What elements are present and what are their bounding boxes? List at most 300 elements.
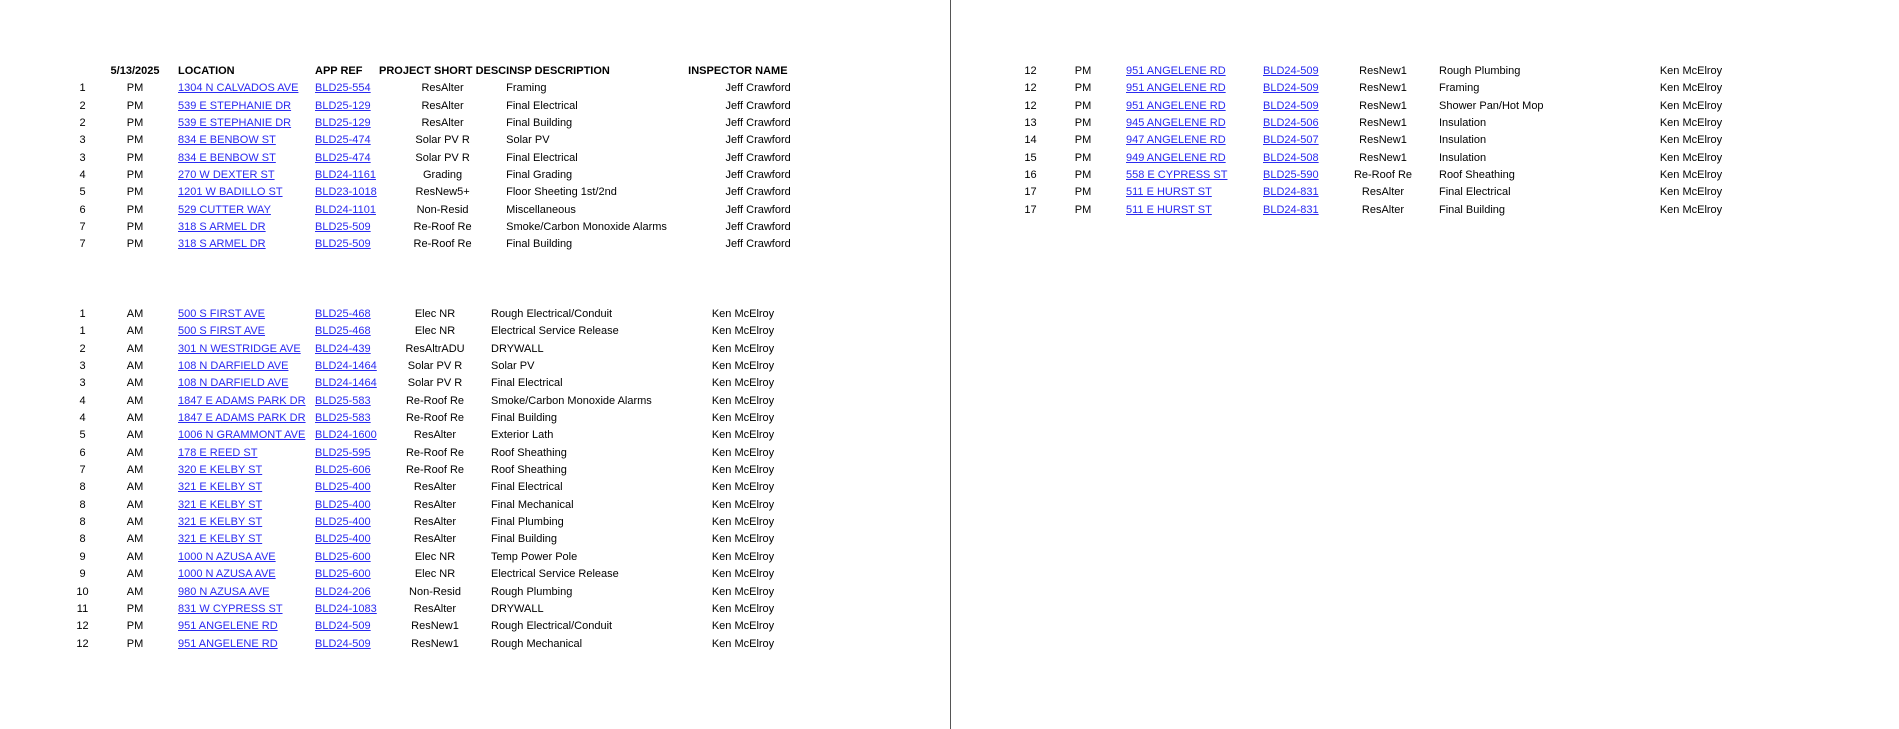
insp-description: DRYWALL (491, 602, 544, 615)
table-row (73, 98, 828, 115)
inspector-name: Ken McElroy (711, 342, 775, 355)
project-desc: ResAlter (421, 99, 464, 112)
table-row (73, 479, 813, 496)
row-number: 13 (1024, 117, 1037, 130)
location-link[interactable]: 558 E CYPRESS ST (1126, 169, 1228, 182)
time-slot: AM (126, 481, 144, 494)
insp-description: Final Electrical (506, 151, 578, 164)
app-ref-link[interactable]: BLD24-509 (1263, 65, 1319, 77)
right-rows (1021, 63, 1761, 219)
insp-description: DRYWALL (491, 342, 544, 355)
location-link[interactable]: 511 E HURST ST (1126, 186, 1212, 199)
inspector-name: Ken McElroy (711, 429, 775, 442)
project-desc: Elec NR (414, 568, 456, 581)
app-ref-link[interactable]: BLD24-509 (1263, 82, 1319, 95)
row-number: 14 (1024, 134, 1037, 147)
insp-description: Rough Mechanical (491, 637, 583, 650)
insp-description: Miscellaneous (506, 203, 576, 216)
app-ref-link[interactable]: BLD25-400 (315, 533, 371, 546)
right-schedule-block (1021, 63, 1761, 219)
row-number: 7 (79, 221, 86, 234)
inspector-name: Ken McElroy (1659, 203, 1723, 216)
project-desc: ResAlter (413, 533, 457, 546)
row-number: 2 (79, 117, 86, 130)
insp-description: Rough Plumbing (1439, 65, 1521, 77)
location-link[interactable]: 951 ANGELENE RD (178, 620, 278, 633)
app-ref-link[interactable]: BLD25-468 (315, 308, 371, 320)
app-ref-link[interactable]: BLD25-583 (315, 412, 371, 425)
app-ref-link[interactable]: BLD24-507 (1263, 134, 1319, 147)
table-row (73, 445, 813, 462)
row-number: 5 (79, 429, 86, 442)
project-desc: Solar PV R (415, 151, 470, 164)
inspector-name: Ken McElroy (711, 308, 775, 320)
app-ref-link[interactable]: BLD24-509 (315, 620, 371, 633)
insp-description: Electrical Service Release (491, 325, 619, 338)
page-divider (950, 0, 951, 729)
inspector-name: Ken McElroy (1659, 65, 1723, 77)
row-number: 5 (79, 186, 86, 199)
app-ref-link[interactable]: BLD24-831 (1263, 186, 1319, 199)
time-slot: AM (126, 342, 144, 355)
location-link[interactable]: 178 E REED ST (178, 446, 258, 459)
row-number: 11 (76, 602, 89, 615)
inspector-name: Jeff Crawford (725, 134, 791, 147)
time-slot: PM (126, 238, 144, 251)
row-number: 12 (1024, 82, 1037, 95)
time-slot: PM (1074, 117, 1092, 130)
inspector-name: Ken McElroy (711, 498, 775, 511)
insp-description: Solar PV (506, 134, 550, 147)
table-row (73, 531, 813, 548)
table-row (73, 393, 813, 410)
inspector-name: Ken McElroy (711, 620, 775, 633)
row-number: 16 (1024, 169, 1037, 182)
table-row (73, 566, 813, 583)
time-slot: PM (126, 117, 144, 130)
location-link[interactable]: 834 E BENBOW ST (178, 134, 276, 147)
table-row (73, 219, 828, 236)
row-number: 8 (79, 498, 86, 511)
inspector-name: Ken McElroy (1659, 151, 1723, 164)
insp-description: Rough Plumbing (491, 585, 573, 598)
time-slot: PM (1074, 203, 1092, 216)
app-ref-link[interactable]: BLD24-831 (1263, 203, 1319, 216)
project-desc: Re-Roof Re (1353, 169, 1413, 182)
row-number: 12 (1024, 99, 1037, 112)
row-number: 15 (1024, 151, 1037, 164)
time-slot: PM (126, 134, 144, 147)
row-number: 1 (79, 82, 86, 95)
project-desc: ResNew1 (1359, 117, 1407, 130)
insp-description: Framing (1439, 82, 1480, 95)
location-link[interactable]: 321 E KELBY ST (178, 516, 263, 529)
time-slot: PM (1074, 99, 1092, 112)
app-ref-link[interactable]: BLD25-400 (315, 516, 371, 529)
insp-description: Final Building (491, 533, 558, 546)
table-row (73, 150, 828, 167)
insp-description: Insulation (1439, 151, 1487, 164)
project-desc: Solar PV R (407, 360, 463, 373)
time-slot: PM (126, 620, 144, 633)
table-row (1021, 80, 1761, 97)
time-slot: AM (126, 360, 144, 373)
jeff-schedule-table (73, 63, 828, 254)
location-link[interactable]: 1847 E ADAMS PARK DR (178, 412, 306, 425)
row-number: 4 (79, 412, 86, 425)
insp-description: Floor Sheeting 1st/2nd (506, 186, 617, 199)
table-row (73, 132, 828, 149)
time-slot: PM (126, 82, 144, 95)
table-row (73, 341, 813, 358)
app-ref-link[interactable]: BLD25-474 (315, 151, 371, 164)
inspector-name: Ken McElroy (711, 446, 775, 459)
app-ref-link[interactable]: BLD25-606 (315, 464, 371, 477)
location-link[interactable]: 108 N DARFIELD AVE (178, 377, 289, 390)
insp-description: Final Mechanical (491, 498, 574, 511)
table-row (73, 462, 813, 479)
project-desc: Re-Roof Re (405, 464, 465, 477)
app-ref-link[interactable]: BLD24-1101 (315, 203, 376, 216)
table-row (73, 306, 813, 323)
table-row (73, 410, 813, 427)
location-link[interactable]: 318 S ARMEL DR (178, 238, 266, 251)
time-slot: AM (126, 585, 144, 598)
inspector-name: Ken McElroy (711, 394, 775, 407)
row-number: 8 (79, 516, 86, 529)
app-ref-link[interactable]: BLD24-1600 (315, 429, 377, 442)
project-desc: ResAlter (413, 498, 457, 511)
project-desc: ResAlter (421, 82, 464, 95)
location-link[interactable]: 951 ANGELENE RD (178, 637, 278, 650)
time-slot: PM (126, 203, 144, 216)
app-ref-link[interactable]: BLD24-509 (315, 637, 371, 650)
app-ref-link[interactable]: BLD25-583 (315, 394, 371, 407)
row-number: 17 (1024, 186, 1037, 199)
app-ref-link[interactable]: BLD25-129 (315, 117, 371, 130)
inspector-name: Ken McElroy (711, 412, 775, 425)
insp-description: Final Plumbing (491, 516, 564, 529)
time-slot: AM (126, 516, 144, 529)
project-desc: Elec NR (414, 308, 456, 320)
jeff-schedule-block (73, 63, 828, 254)
insp-description: Roof Sheathing (491, 446, 567, 459)
header-row (73, 63, 828, 80)
inspector-name: Jeff Crawford (725, 82, 791, 95)
location-link[interactable]: 1304 N CALVADOS AVE (178, 82, 299, 95)
inspector-name: Ken McElroy (711, 464, 775, 477)
time-slot: AM (126, 394, 144, 407)
row-number: 3 (79, 151, 86, 164)
location-link[interactable]: 1000 N AZUSA AVE (178, 550, 276, 563)
app-ref-link[interactable]: BLD24-1464 (315, 377, 377, 390)
time-slot: PM (126, 151, 144, 164)
inspector-name: Jeff Crawford (725, 221, 791, 234)
app-ref-link[interactable]: BLD25-554 (315, 82, 371, 95)
insp-description: Framing (506, 82, 547, 95)
row-number: 12 (76, 637, 89, 650)
table-row (73, 584, 813, 601)
time-slot: AM (126, 446, 144, 459)
table-row (1021, 98, 1761, 115)
project-desc: ResAlter (413, 429, 457, 442)
right-schedule-table (1021, 63, 1761, 219)
app-ref-link[interactable]: BLD25-590 (1263, 169, 1319, 182)
project-desc: Non-Resid (409, 585, 461, 598)
app-ref-link[interactable]: BLD24-506 (1263, 117, 1319, 130)
location-link[interactable]: 539 E STEPHANIE DR (178, 99, 292, 112)
table-row (73, 514, 813, 531)
project-desc: Re-Roof Re (405, 394, 465, 407)
table-row (73, 115, 828, 132)
project-desc: Grading (423, 169, 463, 182)
row-number: 3 (79, 134, 86, 147)
table-row (1021, 184, 1761, 201)
project-desc: ResNew1 (1359, 134, 1407, 147)
location-link[interactable]: 270 W DEXTER ST (178, 169, 275, 182)
row-number: 6 (79, 203, 86, 216)
insp-description: Final Electrical (491, 377, 563, 390)
time-slot: PM (126, 602, 144, 615)
project-desc: Re-Roof Re (405, 446, 465, 459)
table-row (1021, 132, 1761, 149)
app-ref-link[interactable]: BLD25-129 (315, 99, 371, 112)
row-number: 6 (79, 446, 86, 459)
time-slot: PM (126, 186, 144, 199)
time-slot: AM (126, 550, 144, 563)
table-row (73, 375, 813, 392)
table-row (73, 601, 813, 618)
app-ref-link[interactable]: BLD25-600 (315, 568, 371, 581)
project-desc: Elec NR (414, 550, 456, 563)
insp-description: Final Electrical (1439, 186, 1511, 199)
location-link[interactable]: 945 ANGELENE RD (1126, 117, 1226, 130)
time-slot: AM (126, 568, 144, 581)
table-row (73, 358, 813, 375)
inspector-name: Ken McElroy (711, 585, 775, 598)
inspector-name: Jeff Crawford (725, 99, 791, 112)
insp-description: Final Grading (506, 169, 573, 182)
location-link[interactable]: 1847 E ADAMS PARK DR (178, 394, 306, 407)
row-number: 2 (79, 99, 86, 112)
project-desc: ResAlter (413, 602, 457, 615)
table-row (73, 427, 813, 444)
location-link[interactable]: 320 E KELBY ST (178, 464, 263, 477)
table-row (73, 80, 828, 97)
table-row (1021, 202, 1761, 219)
header-inspector-name: INSPECTOR NAME (688, 65, 788, 77)
table-row (73, 202, 828, 219)
insp-description: Final Building (491, 412, 558, 425)
project-desc: Elec NR (414, 325, 456, 338)
row-number: 8 (79, 533, 86, 546)
location-link[interactable]: 321 E KELBY ST (178, 533, 263, 546)
insp-description: Final Building (506, 117, 573, 130)
row-number: 7 (79, 238, 86, 251)
inspector-name: Ken McElroy (711, 360, 775, 373)
location-link[interactable]: 949 ANGELENE RD (1126, 151, 1226, 164)
inspector-name: Ken McElroy (711, 377, 775, 390)
project-desc: ResAlter (421, 117, 464, 130)
inspector-name: Jeff Crawford (725, 169, 791, 182)
table-row (73, 236, 828, 253)
app-ref-link[interactable]: BLD24-1464 (315, 360, 377, 373)
row-number: 4 (79, 169, 86, 182)
location-link[interactable]: 500 S FIRST AVE (178, 308, 266, 320)
inspector-name: Jeff Crawford (725, 186, 791, 199)
app-ref-link[interactable]: BLD23-1018 (315, 186, 377, 199)
time-slot: PM (1074, 82, 1092, 95)
row-number: 9 (79, 550, 86, 563)
inspector-name: Ken McElroy (1659, 82, 1723, 95)
row-number: 2 (79, 342, 86, 355)
insp-description: Rough Electrical/Conduit (491, 620, 613, 633)
inspector-name: Ken McElroy (711, 637, 775, 650)
row-number: 10 (76, 585, 89, 598)
app-ref-link[interactable]: BLD25-509 (315, 221, 371, 234)
header-location: LOCATION (178, 65, 235, 77)
insp-description: Exterior Lath (491, 429, 554, 442)
table-row (1021, 115, 1761, 132)
app-ref-link[interactable]: BLD24-508 (1263, 151, 1319, 164)
project-desc: ResAltrADU (405, 342, 465, 355)
table-row (73, 549, 813, 566)
row-number: 3 (79, 377, 86, 390)
insp-description: Final Electrical (491, 481, 563, 494)
inspector-name: Ken McElroy (1659, 169, 1723, 182)
row-number: 12 (1024, 65, 1037, 77)
time-slot: AM (126, 325, 144, 338)
table-row (73, 618, 813, 635)
app-ref-link[interactable]: BLD25-468 (315, 325, 371, 338)
time-slot: PM (1074, 151, 1092, 164)
location-link[interactable]: 1000 N AZUSA AVE (178, 568, 276, 581)
app-ref-link[interactable]: BLD24-1083 (315, 602, 377, 615)
jeff-rows (73, 80, 828, 253)
app-ref-link[interactable]: BLD24-1161 (315, 169, 376, 182)
location-link[interactable]: 318 S ARMEL DR (178, 221, 266, 234)
time-slot: PM (1074, 65, 1092, 77)
table-row (73, 184, 828, 201)
time-slot: PM (126, 637, 144, 650)
location-link[interactable]: 980 N AZUSA AVE (178, 585, 270, 598)
insp-description: Rough Electrical/Conduit (491, 308, 613, 320)
location-link[interactable]: 1006 N GRAMMONT AVE (178, 429, 306, 442)
insp-description: Smoke/Carbon Monoxide Alarms (491, 394, 652, 407)
time-slot: PM (1074, 186, 1092, 199)
location-link[interactable]: 951 ANGELENE RD (1126, 65, 1226, 77)
ken-rows (73, 306, 813, 653)
location-link[interactable]: 831 W CYPRESS ST (178, 602, 283, 615)
insp-description: Smoke/Carbon Monoxide Alarms (506, 221, 667, 234)
inspector-name: Jeff Crawford (725, 203, 791, 216)
insp-description: Electrical Service Release (491, 568, 619, 581)
header-project-short-desc: PROJECT SHORT DESC (379, 65, 507, 77)
time-slot: PM (126, 221, 144, 234)
row-number: 12 (76, 620, 89, 633)
location-link[interactable]: 951 ANGELENE RD (1126, 82, 1226, 95)
project-desc: ResNew1 (1359, 82, 1407, 95)
project-desc: Non-Resid (416, 203, 469, 216)
location-link[interactable]: 321 E KELBY ST (178, 481, 263, 494)
project-desc: Re-Roof Re (405, 412, 465, 425)
insp-description: Roof Sheathing (491, 464, 567, 477)
location-link[interactable]: 321 E KELBY ST (178, 498, 263, 511)
location-link[interactable]: 301 N WESTRIDGE AVE (178, 342, 301, 355)
location-link[interactable]: 947 ANGELENE RD (1126, 134, 1226, 147)
location-link[interactable]: 834 E BENBOW ST (178, 151, 276, 164)
project-desc: ResNew1 (1359, 151, 1407, 164)
insp-description: Solar PV (491, 360, 535, 373)
project-desc: ResNew1 (411, 620, 459, 633)
project-desc: Solar PV R (407, 377, 463, 390)
project-desc: ResAlter (413, 481, 457, 494)
location-link[interactable]: 1201 W BADILLO ST (178, 186, 283, 199)
insp-description: Insulation (1439, 117, 1487, 130)
ken-schedule-table (73, 306, 813, 653)
time-slot: PM (1074, 169, 1092, 182)
row-number: 1 (79, 325, 86, 338)
location-link[interactable]: 511 E HURST ST (1126, 203, 1212, 216)
app-ref-link[interactable]: BLD24-206 (315, 585, 371, 598)
time-slot: PM (126, 169, 144, 182)
inspector-name: Ken McElroy (1659, 134, 1723, 147)
time-slot: AM (126, 533, 144, 546)
project-desc: ResAlter (413, 516, 457, 529)
row-number: 9 (79, 568, 86, 581)
location-link[interactable]: 539 E STEPHANIE DR (178, 117, 292, 130)
table-row (1021, 63, 1761, 80)
table-row (73, 323, 813, 340)
inspector-name: Ken McElroy (711, 516, 775, 529)
project-desc: ResNew1 (1359, 65, 1407, 77)
row-number: 17 (1024, 203, 1037, 216)
insp-description: Roof Sheathing (1439, 169, 1515, 182)
insp-description: Final Building (1439, 203, 1506, 216)
app-ref-link[interactable]: BLD25-400 (315, 498, 371, 511)
inspector-name: Ken McElroy (711, 533, 775, 546)
header-insp-description: INSP DESCRIPTION (506, 65, 610, 77)
location-link[interactable]: 951 ANGELENE RD (1126, 99, 1226, 112)
inspector-name: Ken McElroy (1659, 186, 1723, 199)
inspector-name: Jeff Crawford (725, 117, 791, 130)
app-ref-link[interactable]: BLD25-600 (315, 550, 371, 563)
app-ref-link[interactable]: BLD24-439 (315, 342, 371, 355)
app-ref-link[interactable]: BLD25-509 (315, 238, 371, 251)
time-slot: PM (1074, 134, 1092, 147)
inspector-name: Ken McElroy (711, 602, 775, 615)
project-desc: ResAlter (1361, 203, 1405, 216)
app-ref-link[interactable]: BLD25-595 (315, 446, 371, 459)
location-link[interactable]: 500 S FIRST AVE (178, 325, 266, 338)
row-number: 8 (79, 481, 86, 494)
header-app-ref: APP REF (315, 65, 363, 77)
location-link[interactable]: 108 N DARFIELD AVE (178, 360, 289, 373)
row-number: 7 (79, 464, 86, 477)
app-ref-link[interactable]: BLD25-474 (315, 134, 371, 147)
project-desc: ResAlter (1361, 186, 1405, 199)
location-link[interactable]: 529 CUTTER WAY (178, 203, 271, 216)
app-ref-link[interactable]: BLD24-509 (1263, 99, 1319, 112)
row-number: 1 (79, 308, 86, 320)
table-row (1021, 167, 1761, 184)
ken-schedule-block (73, 306, 813, 653)
time-slot: AM (126, 377, 144, 390)
app-ref-link[interactable]: BLD25-400 (315, 481, 371, 494)
time-slot: AM (126, 429, 144, 442)
inspector-name: Jeff Crawford (725, 238, 791, 251)
time-slot: AM (126, 498, 144, 511)
